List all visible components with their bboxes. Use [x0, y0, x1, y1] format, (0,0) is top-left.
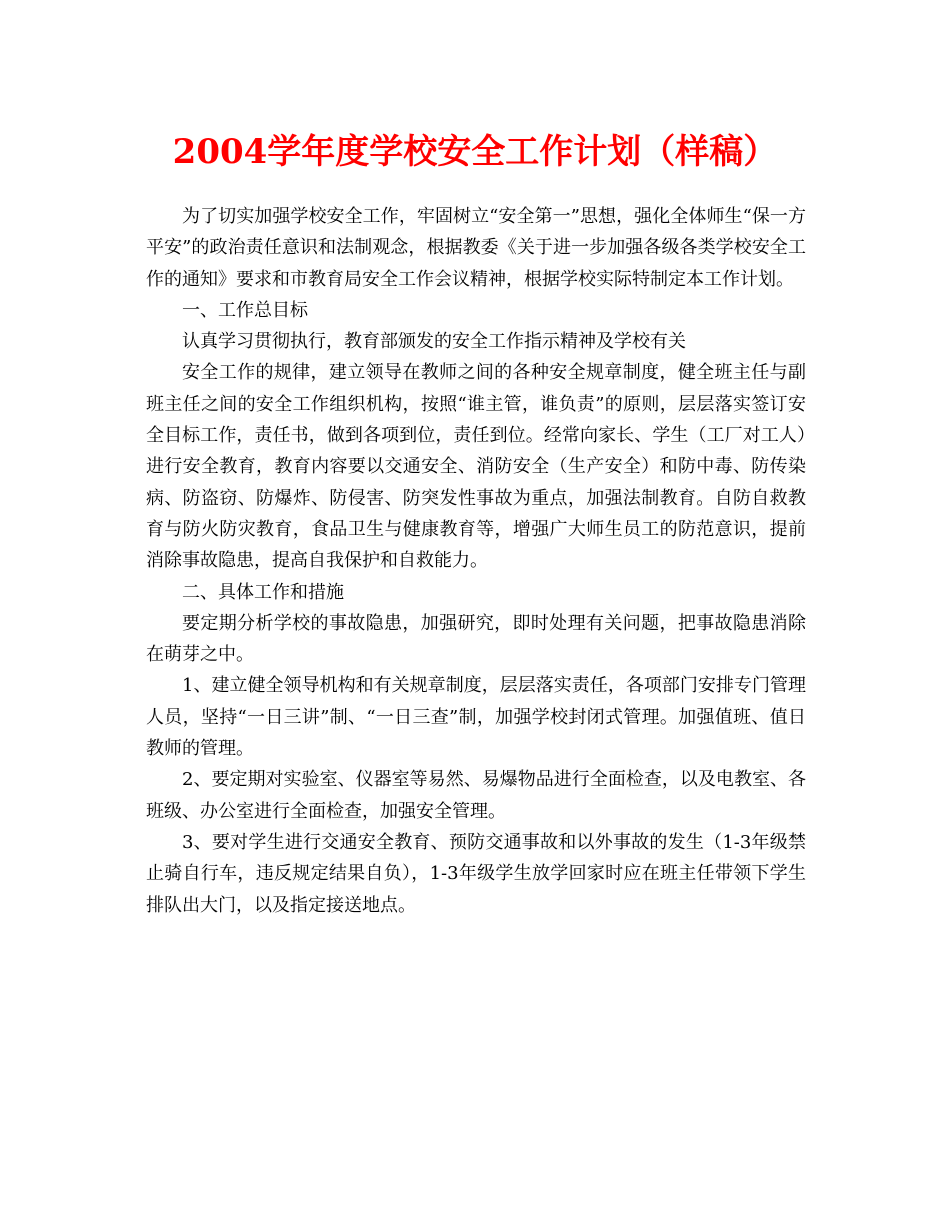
section-heading-measures: 二、具体工作和措施	[182, 581, 344, 603]
paragraph-goals-2: 安全工作的规律，建立领导在教师之间的各种安全规章制度，健全班主任与副班主任之间的安全工作组织机构，按照“谁主管，谁负责”的原则，层层落实签订安全目标工作，责任书，做到各项到位，责任到位。经常向家长、学生（工厂对工人）进行安全教育，教育内容要以交通安全、消防安全（生产安全）和防中毒、防传染病、防盗窃、防爆炸、防侵害、防突发性事故为重点，加强法制教育。自防自救教育与防火防灾教育，食品卫生与健康教育等，增强广大师生员工的防范意识，提前消除事故隐患，提高自我保护和自救能力。	[146, 362, 806, 572]
document-body	[146, 201, 806, 921]
section-heading-goals: 一、工作总目标	[182, 299, 308, 321]
paragraph-measure-2: 2、要定期对实验室、仪器室等易然、易爆物品进行全面检查，以及电教室、各班级、办公室进行全面检查，加强安全管理。	[146, 769, 806, 822]
paragraph-intro: 为了切实加强学校安全工作，牢固树立“安全第一”思想，强化全体师生“保一方平安”的政治责任意识和法制观念，根据教委《关于进一步加强各级各类学校安全工作的通知》要求和市教育局安全工作会议精神，根据学校实际特制定本工作计划。	[146, 206, 806, 290]
paragraph-measure-1: 1、建立健全领导机构和有关规章制度，层层落实责任，各项部门安排专门管理人员，坚持“一日三讲”制、“一日三查”制，加强学校封闭式管理。加强值班、值日教师的管理。	[146, 675, 806, 760]
document-title: 2004学年度学校安全工作计划（样稿）	[172, 132, 778, 172]
paragraph-measure-3: 3、要对学生进行交通安全教育、预防交通事故和以外事故的发生（1-3年级禁止骑自行车，违反规定结果自负），1-3年级学生放学回家时应在班主任带领下学生排队出大门，以及指定接送地点。	[146, 831, 806, 916]
paragraph-goals-1: 认真学习贯彻执行，教育部颁发的安全工作指示精神及学校有关	[182, 331, 686, 353]
paragraph-measures-intro: 要定期分析学校的事故隐患，加强研究，即时处理有关问题，把事故隐患消除在萌芽之中。	[146, 612, 806, 666]
